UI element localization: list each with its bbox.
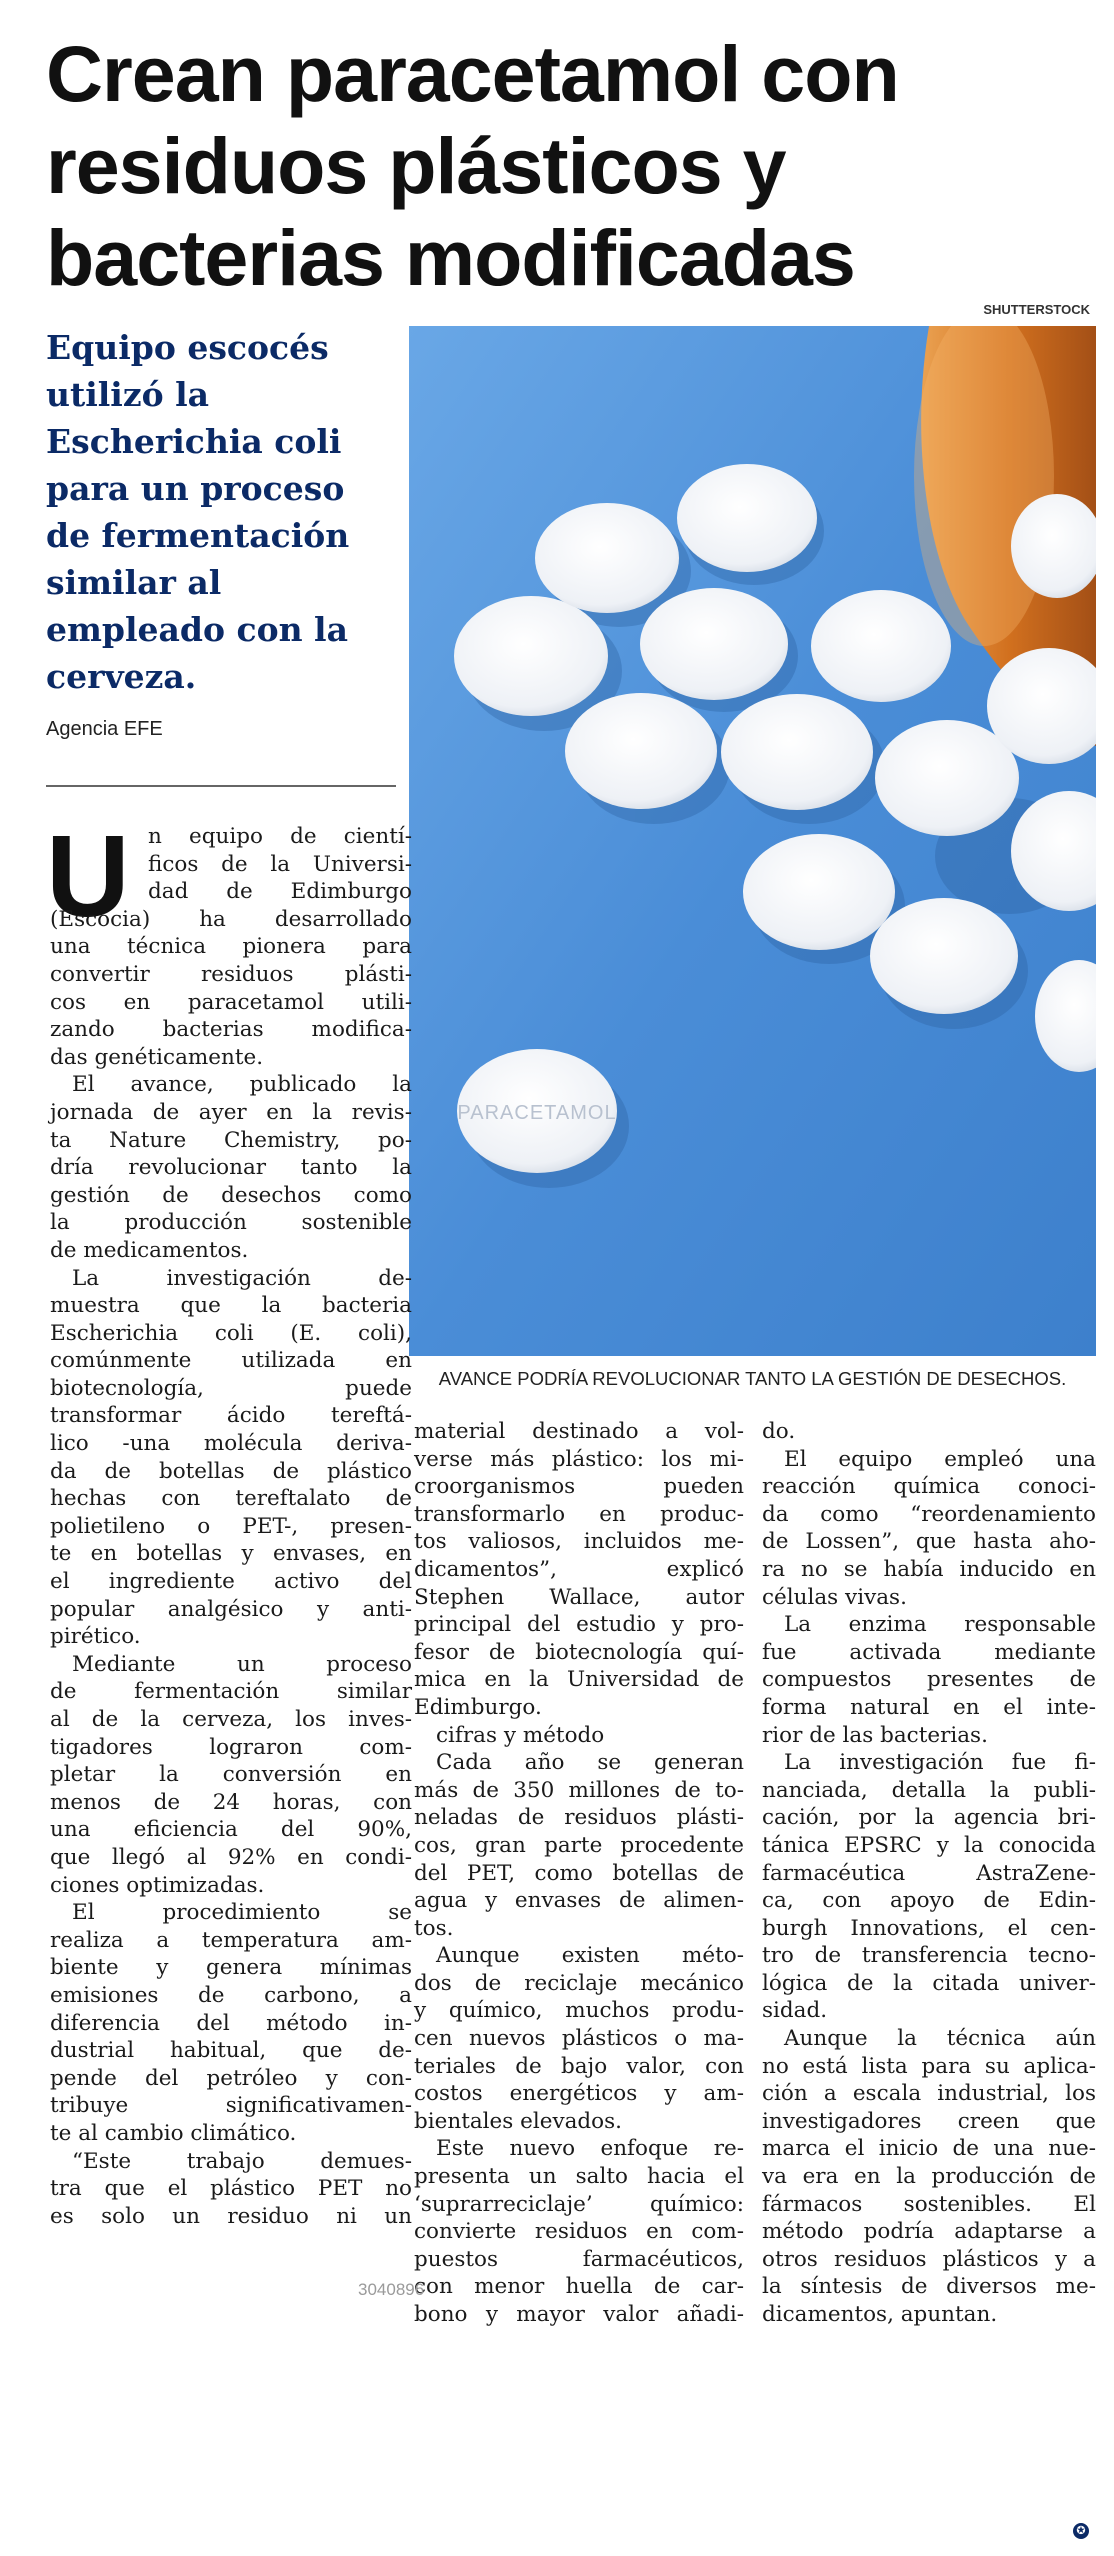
text-line: El equipo empleó una — [784, 1446, 1096, 1472]
text-line: convertir residuos plásti- — [50, 961, 412, 987]
article-column-2 — [414, 1418, 744, 2329]
text-line: Cada año se generan — [436, 1750, 744, 1776]
text-line: ca, con apoyo de Edin- — [762, 1888, 1096, 1914]
subheadline-line: cerveza. — [46, 657, 197, 696]
text-line: popular analgésico y anti- — [50, 1596, 412, 1622]
text-line: material destinado a vol- — [414, 1419, 744, 1444]
text-line: presenta un salto hacia el — [414, 2164, 744, 2190]
text-line: neladas de residuos plásti- — [414, 1805, 744, 1831]
text-line: cos en paracetamol utili- — [50, 989, 412, 1015]
text-line: dicamentos, apuntan. — [762, 2302, 998, 2327]
text-line: tos. — [414, 1915, 454, 1941]
text-line: rior de las bacterias. — [762, 1722, 988, 1748]
text-line: ción a escala industrial, los — [762, 2081, 1096, 2107]
text-line: ciones optimizadas. — [50, 1872, 265, 1898]
text-line: que llegó al 92% en condi- — [50, 1844, 412, 1870]
text-line: biotecnología, puede — [50, 1375, 412, 1401]
text-line: comúnmente utilizada en — [50, 1348, 412, 1374]
text-line: hechas con tereftalato de — [50, 1486, 412, 1512]
headline-line: Crean paracetamol con — [46, 29, 899, 118]
pills-photo-illustration — [409, 326, 1096, 1356]
subheadline-line: Escherichia coli — [46, 422, 342, 461]
text-line: agua y envases de alimen- — [414, 1888, 744, 1914]
text-line: El procedimiento se — [72, 1900, 412, 1926]
text-line: una eficiencia del 90%, — [50, 1817, 412, 1843]
article-photo — [409, 326, 1096, 1356]
text-line: lico -una molécula deriva- — [50, 1431, 412, 1457]
text-line: al de la cerveza, los inves- — [50, 1707, 412, 1732]
text-line: cen nuevos plásticos o ma- — [414, 2026, 744, 2052]
text-line: lógica de la citada univer- — [762, 1970, 1096, 1996]
text-line: costos energéticos y am- — [414, 2081, 744, 2107]
page-stamp: 3040896 — [358, 2280, 425, 2299]
text-line: Aunque existen méto- — [436, 1943, 744, 1969]
text-line: tribuye significativamen- — [50, 2093, 412, 2119]
text-line: tro de transferencia tecno- — [762, 1943, 1096, 1969]
text-line: compuestos presentes de — [762, 1667, 1096, 1693]
text-line: ra no se había inducido en — [762, 1556, 1096, 1582]
text-line: ficos de la Universi- — [148, 851, 412, 877]
text-line: te en botellas y envases, en — [50, 1541, 412, 1567]
pill-imprint: PARACETAMOL — [457, 1102, 617, 1124]
subheadline-line: de fermentación — [46, 516, 350, 555]
text-line: gestión de desechos como — [50, 1182, 412, 1208]
text-line: verse más plástico: los mi- — [414, 1446, 744, 1472]
text-line: cación, por la agencia bri- — [762, 1805, 1096, 1831]
text-line: con menor huella de car- — [414, 2274, 744, 2300]
text-line: transformar ácido tereftá- — [50, 1403, 412, 1429]
text-line: te al cambio climático. — [50, 2120, 297, 2146]
text-line: polietileno o PET-, presen- — [50, 1513, 412, 1539]
headline-line: bacterias modificadas — [46, 213, 855, 302]
text-line: va era en la producción de — [762, 2164, 1096, 2190]
article-column-1 — [50, 823, 412, 2230]
text-line: emisiones de carbono, a — [50, 1982, 412, 2008]
byline: Agencia EFE — [46, 718, 163, 740]
text-line: método podría adaptarse a — [762, 2219, 1096, 2245]
text-line: tos valiosos, incluidos me- — [414, 1529, 744, 1555]
text-line: Stephen Wallace, autor — [414, 1584, 744, 1610]
text-line: de fermentación similar — [50, 1679, 412, 1705]
article-column-3 — [762, 1418, 1096, 2329]
divider — [46, 785, 396, 787]
text-line: fue activada mediante — [762, 1639, 1096, 1665]
text-line: puestos farmacéuticos, — [414, 2246, 744, 2272]
photo-credit: SHUTTERSTOCK — [983, 302, 1090, 317]
headline — [46, 28, 1086, 304]
text-line: investigadores creen que — [762, 2108, 1096, 2134]
text-line: tra que el plástico PET no — [50, 2176, 412, 2202]
text-line: realiza a temperatura am- — [50, 1927, 412, 1953]
text-line: da de botellas de plástico — [50, 1458, 412, 1484]
text-line: La investigación de- — [72, 1265, 412, 1291]
text-line: cifras y método — [436, 1722, 605, 1748]
text-line: principal del estudio y pro- — [414, 1612, 744, 1638]
text-line: El avance, publicado la — [72, 1072, 412, 1098]
end-of-article-icon: ✪ — [1073, 2523, 1089, 2539]
text-line: dad de Edimburgo — [148, 879, 412, 905]
text-line: pirético. — [50, 1624, 141, 1650]
text-line: teriales de bajo valor, con — [414, 2053, 744, 2079]
text-line: “Este trabajo demues- — [72, 2148, 412, 2174]
text-line: croorganismos pueden — [414, 1474, 744, 1500]
headline-line: residuos plásticos y — [46, 121, 786, 210]
text-line: fesor de biotecnología quí- — [414, 1639, 744, 1665]
drop-cap: U — [46, 811, 130, 941]
text-line: Aunque la técnica aún — [784, 2026, 1096, 2052]
text-line: pende del petróleo y con- — [50, 2065, 412, 2091]
text-line: dos de reciclaje mecánico — [414, 1970, 744, 1996]
text-line: sidad. — [762, 1998, 828, 2024]
subheadline — [46, 324, 396, 700]
text-line: das genéticamente. — [50, 1044, 264, 1070]
text-line: da como “reordenamiento — [762, 1501, 1096, 1527]
text-line: del PET, como botellas de — [414, 1860, 744, 1886]
subheadline-line: Equipo escocés — [46, 328, 329, 367]
text-line: dría revolucionar tanto la — [50, 1155, 412, 1181]
text-line: biente y genera mínimas — [50, 1955, 412, 1981]
text-line: cos, gran parte procedente — [414, 1832, 744, 1858]
text-line: otros residuos plásticos y a — [762, 2246, 1096, 2272]
text-line: Edimburgo. — [414, 1694, 542, 1720]
text-line: no está lista para su aplica- — [762, 2053, 1096, 2079]
subheadline-line: similar al — [46, 563, 222, 602]
text-line: una técnica pionera para — [50, 934, 412, 960]
text-line: reacción química conoci- — [762, 1474, 1096, 1500]
text-line: más de 350 millones de to- — [414, 1777, 744, 1803]
text-line: la producción sostenible — [50, 1210, 412, 1236]
text-line: n equipo de cientí- — [148, 824, 412, 849]
text-line: tigadores lograron com- — [50, 1734, 412, 1760]
text-line: de Lossen”, que hasta aho- — [762, 1529, 1096, 1555]
text-line: convierte residuos en com- — [414, 2219, 744, 2245]
subheadline-line: utilizó la — [46, 375, 210, 414]
text-line: dicamentos”, explicó — [414, 1556, 744, 1582]
text-line: y químico, muchos produ- — [414, 1998, 744, 2024]
text-line: (Escocia) ha desarrollado — [50, 906, 412, 932]
text-line: es solo un residuo ni un — [50, 2203, 412, 2229]
text-line: ta Nature Chemistry, po- — [50, 1127, 412, 1153]
text-line: diferencia del método in- — [50, 2010, 412, 2036]
text-line: bientales elevados. — [414, 2108, 622, 2134]
text-line: células vivas. — [762, 1584, 907, 1610]
text-line: la síntesis de diversos me- — [762, 2274, 1096, 2300]
text-line: dustrial habitual, que de- — [50, 2038, 412, 2064]
subheadline-line: para un proceso — [46, 469, 345, 508]
text-line: Mediante un proceso — [72, 1651, 412, 1677]
text-line: bono y mayor valor añadi- — [414, 2302, 744, 2327]
text-line: farmacéutica AstraZene- — [762, 1860, 1096, 1886]
text-line: Escherichia coli (E. coli), — [50, 1320, 412, 1346]
text-line: mica en la Universidad de — [414, 1667, 744, 1693]
subheadline-line: empleado con la — [46, 610, 348, 649]
text-line: ‘suprarreciclaje’ químico: — [414, 2191, 744, 2217]
text-line: menos de 24 horas, con — [50, 1789, 412, 1815]
photo-caption: AVANCE PODRÍA REVOLUCIONAR TANTO LA GESTIÓN DE DESECHOS. — [438, 1368, 1067, 1389]
text-line: zando bacterias modifica- — [50, 1017, 412, 1043]
text-line: La enzima responsable — [784, 1612, 1096, 1638]
text-line: de medicamentos. — [50, 1237, 249, 1263]
text-line: el ingrediente activo del — [50, 1569, 412, 1595]
text-line: La investigación fue fi- — [784, 1750, 1096, 1776]
text-line: pletar la conversión en — [50, 1762, 412, 1788]
text-line: transformarlo en produc- — [414, 1501, 744, 1527]
text-line: nanciada, detalla la publi- — [762, 1777, 1096, 1803]
text-line: tánica EPSRC y la conocida — [762, 1832, 1096, 1858]
text-line: fármacos sostenibles. El — [762, 2191, 1096, 2217]
text-line: do. — [762, 1419, 796, 1444]
text-line: Este nuevo enfoque re- — [436, 2136, 744, 2162]
text-line: jornada de ayer en la revis- — [50, 1099, 412, 1125]
text-line: marca el inicio de una nue- — [762, 2136, 1096, 2162]
text-line: muestra que la bacteria — [50, 1293, 412, 1319]
text-line: forma natural en el inte- — [762, 1694, 1096, 1720]
text-line: burgh Innovations, el cen- — [762, 1915, 1096, 1941]
